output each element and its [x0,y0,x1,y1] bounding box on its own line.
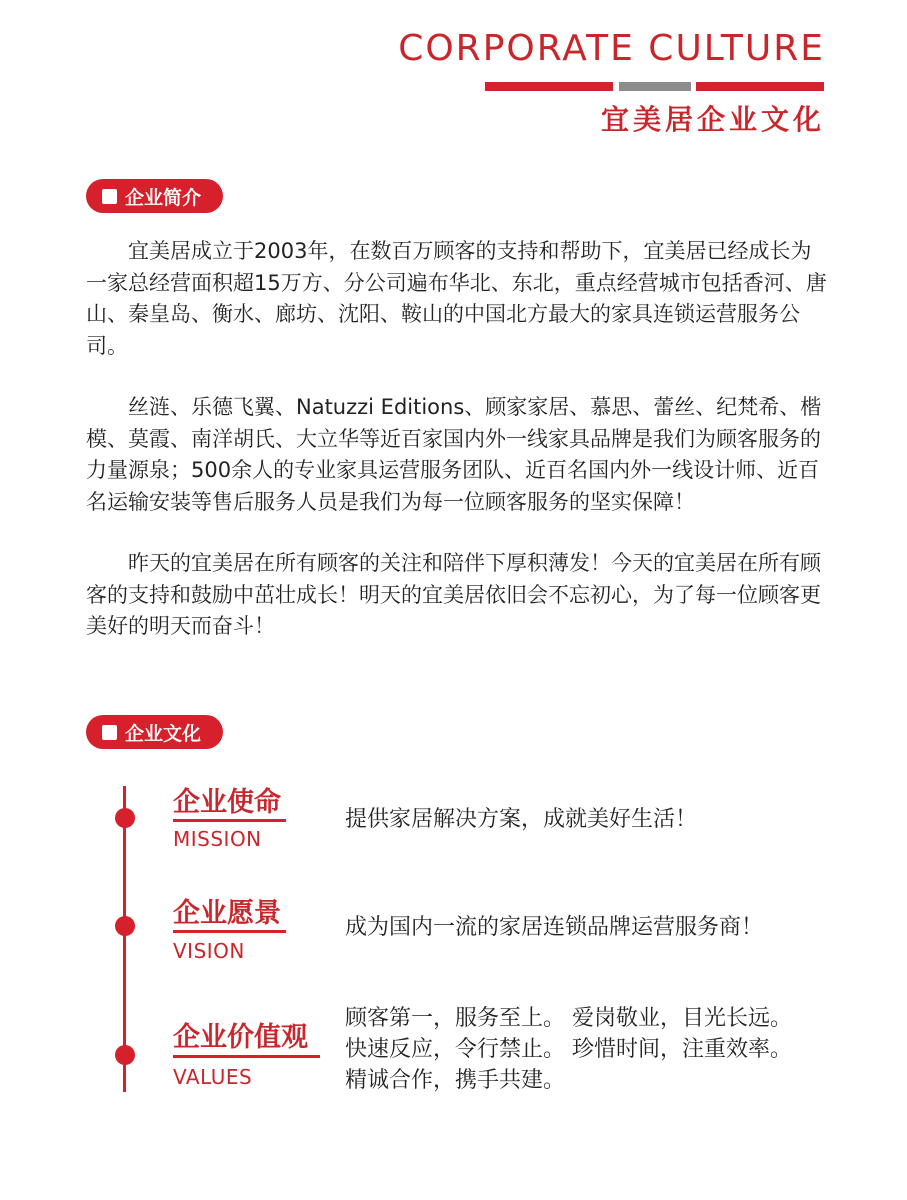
section-label-text: 企业简介 [125,186,202,209]
intro-paragraph-3: 昨天的宜美居在所有顾客的关注和陪伴下厚积薄发！今天的宜美居在所有顾客的支持和鼓励中茁壮成长！明天的宜美居依旧会不忘初心，为了每一位顾客更美好的明天而奋斗！ [86,551,821,638]
section-label-text: 企业文化 [125,722,202,745]
vision-title: 企业愿景 [173,898,281,929]
vision-underline [173,930,286,933]
vision-text: 成为国内一流的家居连锁品牌运营服务商！ [345,915,764,940]
values-text [345,1003,792,1096]
timeline-dot-mission [115,808,135,828]
header-bar-middle [619,82,691,91]
mission-underline [173,819,286,822]
intro-paragraph-1: 宜美居成立于2003年，在数百万顾客的支持和帮助下，宜美居已经成长为一家总经营面积超15万方、分公司遍布华北、东北，重点经营城市包括香河、唐山、秦皇岛、衡水、廊坊、沈阳、鞍山的中国北方最大的家具连锁运营服务公司。 [86,239,827,358]
intro-text [86,236,831,643]
mission-subtitle: MISSION [173,827,262,851]
values-underline [173,1055,320,1058]
section-label-intro [86,179,223,213]
timeline-dot-vision [115,916,135,936]
header-bar-left [485,82,613,91]
header-title-en: CORPORATE CULTURE [398,28,825,69]
values-title: 企业价值观 [173,1022,308,1053]
square-icon [102,189,117,204]
intro-paragraph-2: 丝涟、乐德飞翼、Natuzzi Editions、顾家家居、慕思、蕾丝、纪梵希、楷模、莫霞、南洋胡氏、大立华等近百家国内外一线家具品牌是我们为顾客服务的力量源泉；500余人的专业家具运营服务团队、近百名国内外一线设计师、近百名运输安装等售后服务人员是我们为每一位顾客服务的坚实保障！ [86,395,822,514]
values-subtitle: VALUES [173,1065,253,1089]
square-icon [102,725,117,740]
vision-subtitle: VISION [173,939,245,963]
section-label-culture [86,715,223,749]
values-line-3: 精诚合作，携手共建。 [345,1068,566,1093]
values-line-1: 顾客第一，服务至上。 爱岗敬业，目光长远。 [345,1006,792,1031]
mission-text: 提供家居解决方案，成就美好生活！ [345,807,698,832]
mission-title: 企业使命 [173,787,281,818]
timeline-dot-values [115,1045,135,1065]
values-line-2: 快速反应，令行禁止。 珍惜时间，注重效率。 [345,1037,792,1062]
header-title-cn: 宜美居企业文化 [600,103,825,136]
header-bar-right [696,82,824,91]
